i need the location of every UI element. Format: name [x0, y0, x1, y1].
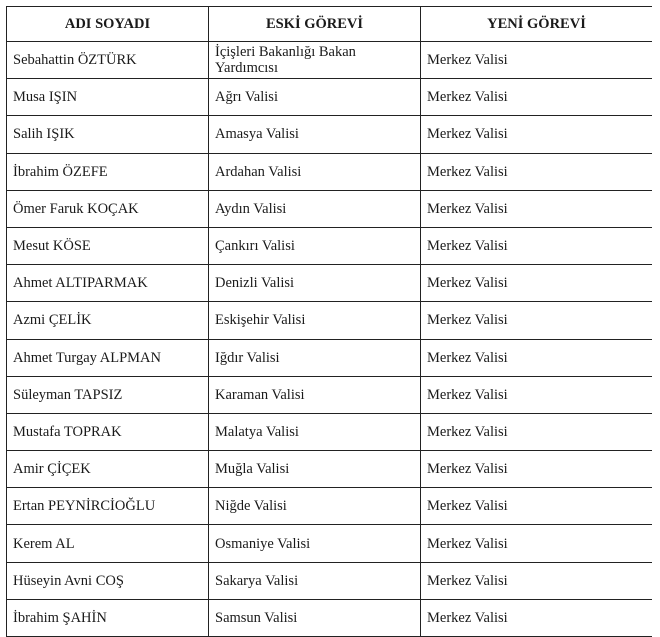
name-cell: Ömer Faruk KOÇAK	[7, 190, 209, 227]
table-row	[7, 413, 653, 450]
table-row	[7, 79, 653, 116]
name-cell: Ertan PEYNİRCİOĞLU	[7, 488, 209, 525]
new-position-cell: Merkez Valisi	[421, 153, 653, 190]
name-cell: Ahmet ALTIPARMAK	[7, 265, 209, 302]
new-position-cell: Merkez Valisi	[421, 451, 653, 488]
name-cell: Kerem AL	[7, 525, 209, 562]
name-cell: Musa IŞIN	[7, 79, 209, 116]
new-position-cell: Merkez Valisi	[421, 413, 653, 450]
name-cell: Azmi ÇELİK	[7, 302, 209, 339]
table-row	[7, 153, 653, 190]
new-position-cell: Merkez Valisi	[421, 227, 653, 264]
table-row	[7, 562, 653, 599]
table-row	[7, 302, 653, 339]
table-row	[7, 376, 653, 413]
table-row	[7, 227, 653, 264]
old-position-cell: Niğde Valisi	[209, 488, 421, 525]
name-cell: Mustafa TOPRAK	[7, 413, 209, 450]
header-old-position: ESKİ GÖREVİ	[209, 7, 421, 42]
old-position-cell: Malatya Valisi	[209, 413, 421, 450]
name-cell: Sebahattin ÖZTÜRK	[7, 42, 209, 79]
name-cell: Mesut KÖSE	[7, 227, 209, 264]
old-position-cell: Çankırı Valisi	[209, 227, 421, 264]
document-page	[6, 6, 652, 637]
table-row	[7, 190, 653, 227]
old-position-cell: Aydın Valisi	[209, 190, 421, 227]
table-row	[7, 42, 653, 79]
new-position-cell: Merkez Valisi	[421, 265, 653, 302]
table-row	[7, 339, 653, 376]
name-cell: Hüseyin Avni COŞ	[7, 562, 209, 599]
old-position-cell: İçişleri Bakanlığı Bakan Yardımcısı	[209, 42, 421, 79]
new-position-cell: Merkez Valisi	[421, 562, 653, 599]
appointments-table	[6, 6, 652, 637]
name-cell: İbrahim ÖZEFE	[7, 153, 209, 190]
name-cell: Salih IŞIK	[7, 116, 209, 153]
old-position-cell: Sakarya Valisi	[209, 562, 421, 599]
new-position-cell: Merkez Valisi	[421, 376, 653, 413]
old-position-cell: Eskişehir Valisi	[209, 302, 421, 339]
new-position-cell: Merkez Valisi	[421, 79, 653, 116]
old-position-cell: Iğdır Valisi	[209, 339, 421, 376]
old-position-cell: Muğla Valisi	[209, 451, 421, 488]
name-cell: Amir ÇİÇEK	[7, 451, 209, 488]
old-position-cell: Amasya Valisi	[209, 116, 421, 153]
table-row	[7, 451, 653, 488]
old-position-cell: Ardahan Valisi	[209, 153, 421, 190]
new-position-cell: Merkez Valisi	[421, 302, 653, 339]
new-position-cell: Merkez Valisi	[421, 116, 653, 153]
old-position-cell: Denizli Valisi	[209, 265, 421, 302]
table-row	[7, 116, 653, 153]
old-position-cell: Samsun Valisi	[209, 599, 421, 636]
table-row	[7, 525, 653, 562]
table-row	[7, 265, 653, 302]
new-position-cell: Merkez Valisi	[421, 339, 653, 376]
table-header-row	[7, 7, 653, 42]
new-position-cell: Merkez Valisi	[421, 190, 653, 227]
table-row	[7, 599, 653, 636]
old-position-cell: Ağrı Valisi	[209, 79, 421, 116]
header-new-position: YENİ GÖREVİ	[421, 7, 653, 42]
new-position-cell: Merkez Valisi	[421, 42, 653, 79]
name-cell: Süleyman TAPSIZ	[7, 376, 209, 413]
name-cell: İbrahim ŞAHİN	[7, 599, 209, 636]
new-position-cell: Merkez Valisi	[421, 488, 653, 525]
name-cell: Ahmet Turgay ALPMAN	[7, 339, 209, 376]
old-position-cell: Osmaniye Valisi	[209, 525, 421, 562]
table-row	[7, 488, 653, 525]
new-position-cell: Merkez Valisi	[421, 525, 653, 562]
new-position-cell: Merkez Valisi	[421, 599, 653, 636]
header-name: ADI SOYADI	[7, 7, 209, 42]
old-position-cell: Karaman Valisi	[209, 376, 421, 413]
